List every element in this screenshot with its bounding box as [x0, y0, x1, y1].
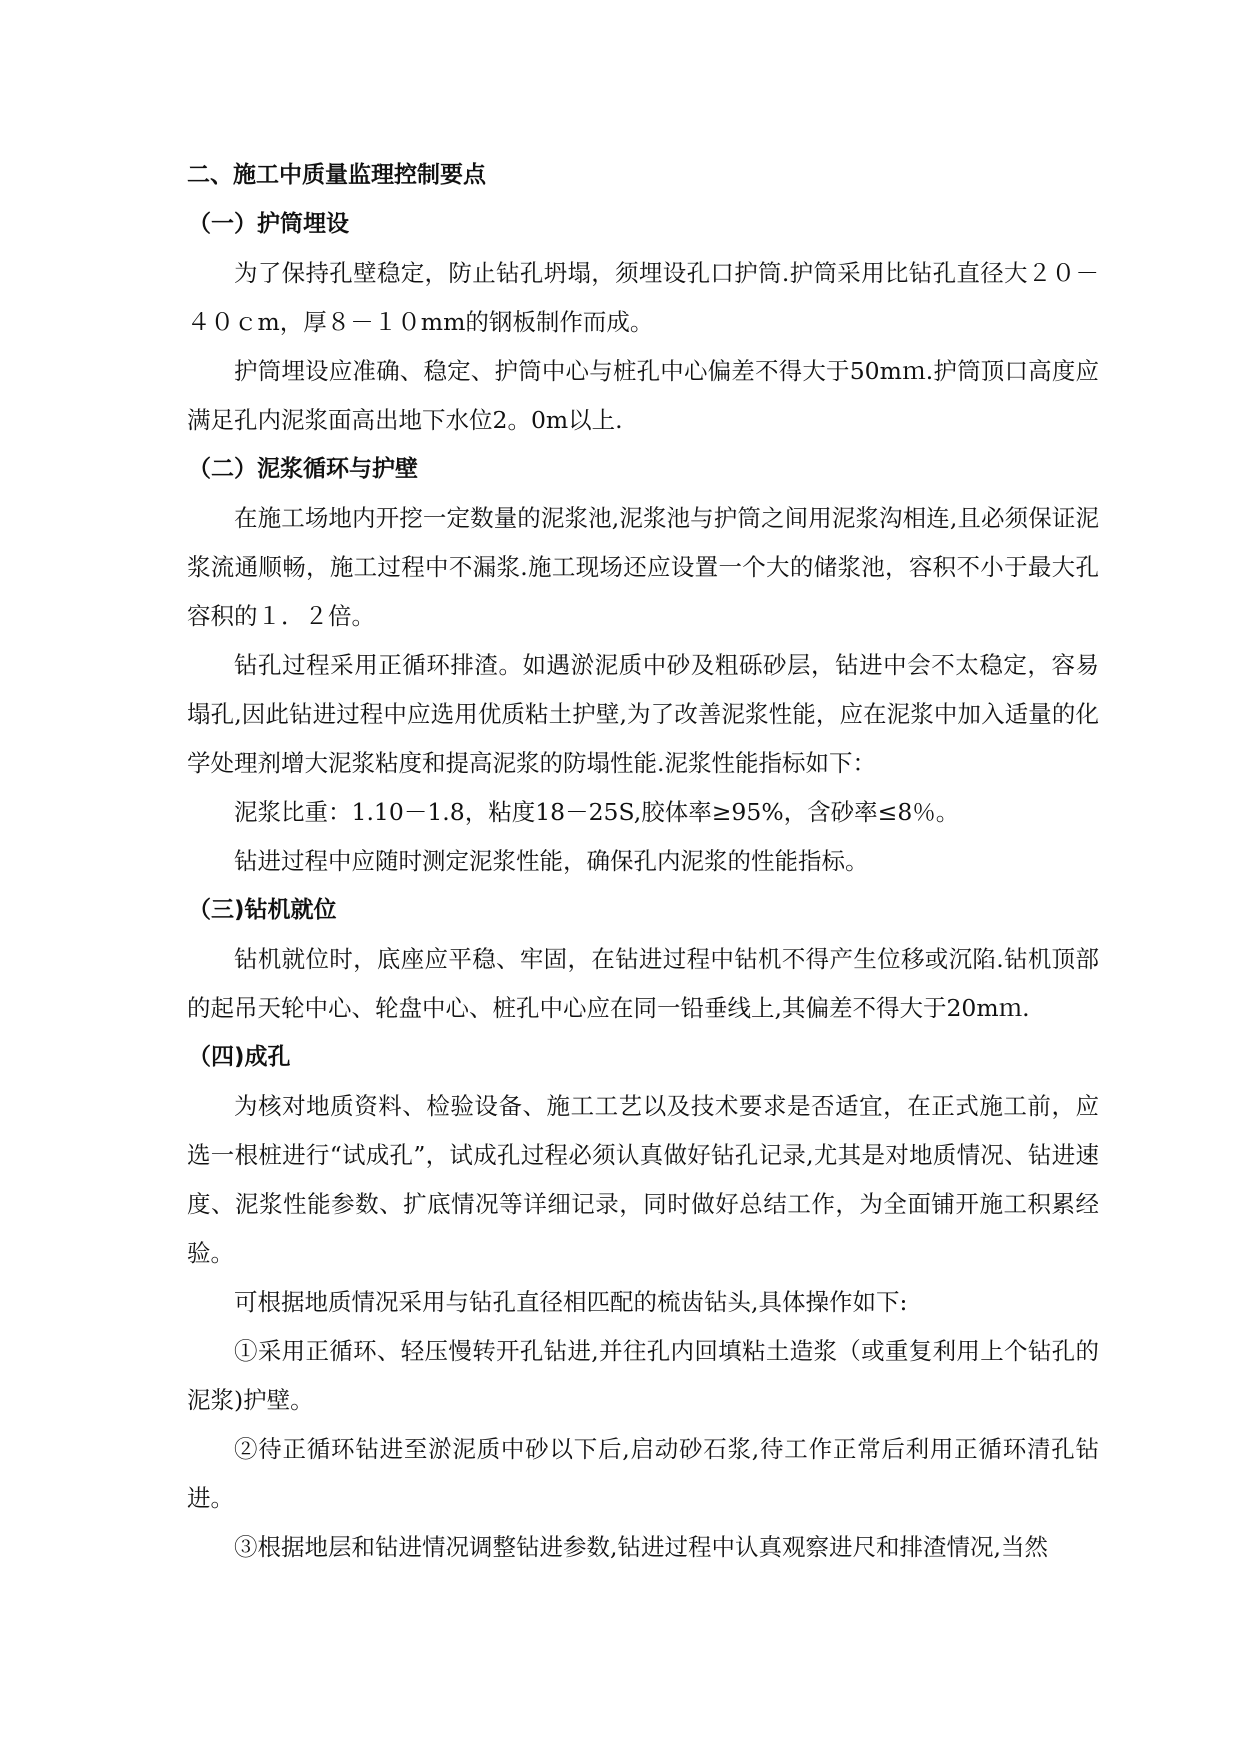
paragraph: 钻进过程中应随时测定泥浆性能，确保孔内泥浆的性能指标。 [234, 847, 869, 875]
paragraph: 为了保持孔壁稳定，防止钻孔坍塌，须埋设孔口护筒.护筒采用比钻孔直径大２０－４０ｃm，厚８－１０mm的钢板制作而成。 [187, 259, 1099, 336]
paragraph: 在施工场地内开挖一定数量的泥浆池,泥浆池与护筒之间用泥浆沟相连,且必须保证泥浆流通顺畅，施工过程中不漏浆.施工现场还应设置一个大的储浆池，容积不小于最大孔容积的１．２倍。 [187, 504, 1099, 630]
paragraph: 钻机就位时，底座应平稳、牢固，在钻进过程中钻机不得产生位移或沉陷.钻机顶部的起吊天轮中心、轮盘中心、桩孔中心应在同一铅垂线上,其偏差不得大于20mｍ. [187, 945, 1099, 1022]
list-item: ①采用正循环、轻压慢转开孔钻进,并往孔内回填粘土造浆（或重复利用上个钻孔的泥浆)护壁。 [187, 1337, 1099, 1414]
paragraph: 泥浆比重：1.10－1.8，粘度18－25S,胶体率≥95%，含砂率≤8％。 [234, 798, 960, 826]
subsection-title: （三)钻机就位 [188, 897, 337, 923]
list-item: ③根据地层和钻进情况调整钻进参数,钻进过程中认真观察进尺和排渣情况,当然 [234, 1533, 1048, 1561]
subsection-title: （一）护筒埋设 [188, 211, 349, 237]
list-item: ②待正循环钻进至淤泥质中砂以下后,启动砂石浆,待工作正常后利用正循环清孔钻进。 [187, 1435, 1099, 1512]
paragraph: 钻孔过程采用正循环排渣。如遇淤泥质中砂及粗砾砂层，钻进中会不太稳定，容易塌孔,因此钻进过程中应选用优质粘土护壁,为了改善泥浆性能，应在泥浆中加入适量的化学处理剂增大泥浆粘度和提高泥浆的防塌性能.泥浆性能指标如下： [187, 651, 1099, 777]
section-title: 二、施工中质量监理控制要点 [187, 162, 486, 188]
subsection-title: （二）泥浆循环与护壁 [188, 456, 418, 482]
subsection-title: （四)成孔 [188, 1044, 291, 1070]
paragraph: 可根据地质情况采用与钻孔直径相匹配的梳齿钻头,具体操作如下: [234, 1288, 908, 1316]
paragraph: 护筒埋设应准确、稳定、护筒中心与桩孔中心偏差不得大于50mｍ.护筒顶口高度应满足孔内泥浆面高出地下水位2。0m以上. [187, 357, 1099, 434]
paragraph: 为核对地质资料、检验设备、施工工艺以及技术要求是否适宜，在正式施工前，应选一根桩进行“试成孔”，试成孔过程必须认真做好钻孔记录,尤其是对地质情况、钻进速度、泥浆性能参数、扩底情况等详细记录，同时做好总结工作，为全面铺开施工积累经验。 [187, 1092, 1099, 1267]
document-body [187, 151, 1099, 1572]
